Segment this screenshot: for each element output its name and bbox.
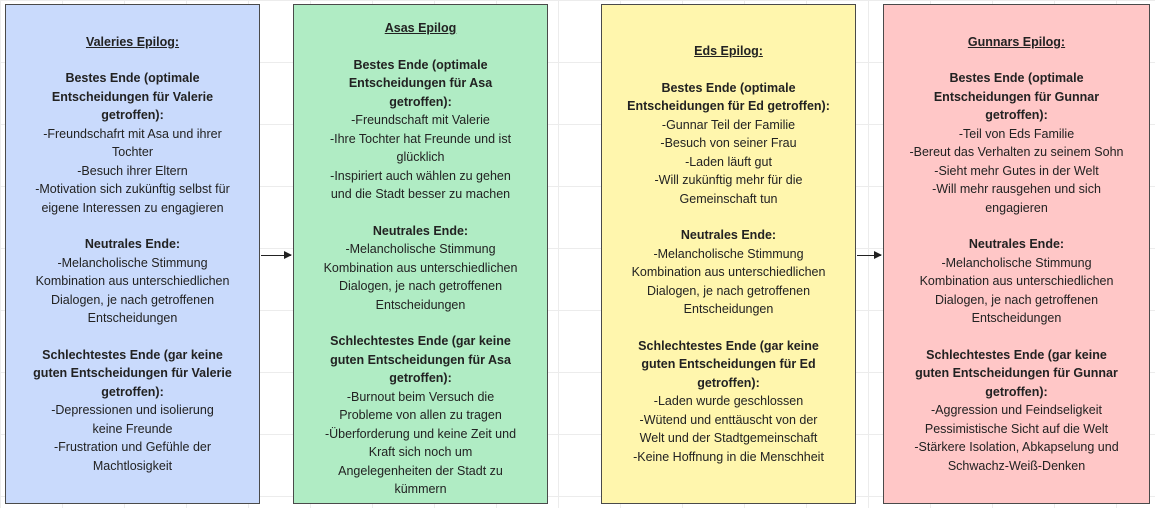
best-ending-heading: Bestes Ende (optimale bbox=[661, 80, 796, 95]
ending-detail-line: -Freundschafrt mit Asa und ihrer bbox=[43, 126, 222, 141]
ending-detail-line: glücklich bbox=[396, 150, 445, 164]
ending-detail-line: -Bereut das Verhalten zu seinem Sohn bbox=[909, 145, 1124, 160]
ending-detail-line: Tochter bbox=[112, 145, 153, 160]
best-ending-heading: getroffen): bbox=[985, 108, 1048, 123]
ending-detail-line: -Inspiriert auch wählen zu gehen bbox=[330, 168, 511, 183]
neutral-ending-section bbox=[36, 235, 230, 328]
ending-detail-line: und die Stadt besser zu machen bbox=[330, 187, 511, 201]
ending-detail-line: Kombination aus unterschiedlichen bbox=[919, 274, 1114, 289]
card-title: Asas Epilog bbox=[384, 21, 457, 35]
best-ending-section bbox=[35, 69, 230, 217]
worst-ending-heading: getroffen): bbox=[101, 384, 164, 399]
best-ending-heading: Entscheidungen für Ed getroffen): bbox=[627, 99, 830, 113]
ending-detail-line: -Sieht mehr Gutes in der Welt bbox=[934, 163, 1099, 178]
ending-detail-line: Dialogen, je nach getroffenen bbox=[338, 279, 503, 293]
ending-detail-line: -Melancholische Stimmung bbox=[941, 255, 1092, 270]
worst-ending-heading: guten Entscheidungen für Ed bbox=[641, 357, 816, 371]
ending-detail-line: Machtlosigkeit bbox=[92, 458, 173, 473]
ending-detail-line: eigene Interessen zu engagieren bbox=[41, 200, 224, 215]
worst-ending-heading: Schlechtestes Ende (gar keine bbox=[330, 334, 511, 348]
ending-detail-line: -Teil von Eds Familie bbox=[958, 126, 1075, 141]
ed-epilog-card[interactable] bbox=[601, 4, 856, 504]
ending-detail-line: -Gunnar Teil der Familie bbox=[661, 117, 796, 132]
ending-detail-line: Entscheidungen bbox=[375, 297, 466, 312]
ending-detail-line: -Will zukünftig mehr für die bbox=[654, 173, 803, 187]
best-ending-heading: Entscheidungen für Gunnar bbox=[933, 89, 1100, 104]
ending-detail-line: Angelegenheiten der Stadt zu bbox=[338, 463, 503, 478]
neutral-ending-heading: Neutrales Ende: bbox=[680, 228, 777, 242]
worst-ending-heading: Schlechtestes Ende (gar keine bbox=[42, 347, 223, 362]
ending-detail-line: -Laden wurde geschlossen bbox=[653, 394, 804, 408]
ending-detail-line: Kombination aus unterschiedlichen bbox=[631, 265, 826, 279]
worst-ending-heading: guten Entscheidungen für Valerie bbox=[33, 366, 232, 381]
ending-detail-line: -Will mehr rausgehen und sich bbox=[932, 182, 1101, 197]
worst-ending-heading: guten Entscheidungen für Gunnar bbox=[915, 366, 1118, 381]
worst-ending-heading: getroffen): bbox=[697, 375, 760, 390]
best-ending-section bbox=[330, 56, 511, 204]
neutral-ending-section bbox=[920, 235, 1114, 328]
ending-detail-line: -Keine Hoffnung in die Menschheit bbox=[633, 449, 824, 464]
ending-detail-line: -Melancholische Stimmung bbox=[653, 246, 804, 261]
ending-detail-line: Dialogen, je nach getroffenen bbox=[934, 292, 1099, 307]
ending-detail-line: -Motivation sich zukünftig selbst für bbox=[35, 182, 230, 197]
ending-detail-line: -Laden läuft gut bbox=[685, 154, 772, 169]
card-title: Valeries Epilog: bbox=[85, 34, 180, 49]
best-ending-section bbox=[909, 69, 1123, 217]
best-ending-heading: Bestes Ende (optimale bbox=[353, 57, 488, 72]
ending-detail-line: Kombination aus unterschiedlichen bbox=[323, 260, 518, 275]
ending-detail-line: Entscheidungen bbox=[971, 311, 1062, 326]
card-title: Gunnars Epilog: bbox=[967, 34, 1066, 49]
gunnar-epilog-card[interactable] bbox=[883, 4, 1150, 504]
arrow-ed-to-gunnar bbox=[857, 255, 881, 256]
ending-detail-line: -Ihre Tochter hat Freunde und ist bbox=[329, 131, 512, 146]
ending-detail-line: -Besuch ihrer Eltern bbox=[77, 163, 188, 178]
ending-detail-line: -Wütend und enttäuscht von der bbox=[639, 412, 818, 427]
neutral-ending-section bbox=[324, 222, 518, 315]
ending-detail-line: engagieren bbox=[985, 200, 1048, 215]
ending-detail-line: Entscheidungen bbox=[87, 311, 178, 326]
ending-detail-line: kümmern bbox=[394, 482, 447, 496]
neutral-ending-section bbox=[632, 226, 826, 319]
ending-detail-line: Schwachz-Weiß-Denken bbox=[947, 458, 1086, 473]
ending-detail-line: -Überforderung und keine Zeit und bbox=[324, 426, 517, 441]
ending-detail-line: -Freundschaft mit Valerie bbox=[351, 113, 490, 127]
worst-ending-heading: getroffen): bbox=[389, 371, 452, 385]
worst-ending-heading: Schlechtestes Ende (gar keine bbox=[926, 347, 1107, 362]
ending-detail-line: -Stärkere Isolation, Abkapselung und bbox=[914, 440, 1119, 455]
ending-detail-line: Gemeinschaft tun bbox=[679, 191, 778, 206]
ending-detail-line: Pessimistische Sicht auf die Welt bbox=[924, 421, 1109, 436]
ending-detail-line: -Depressionen und isolierung bbox=[51, 403, 214, 418]
ending-detail-line: -Frustration und Gefühle der bbox=[53, 440, 212, 455]
ending-detail-line: Welt und der Stadtgemeinschaft bbox=[639, 431, 818, 445]
worst-ending-heading: Schlechtestes Ende (gar keine bbox=[638, 338, 819, 353]
ending-detail-line: Kombination aus unterschiedlichen bbox=[35, 274, 230, 289]
neutral-ending-heading: Neutrales Ende: bbox=[968, 237, 1065, 252]
worst-ending-heading: getroffen): bbox=[985, 384, 1048, 399]
ending-detail-line: -Melancholische Stimmung bbox=[57, 255, 208, 270]
best-ending-heading: Entscheidungen für Valerie bbox=[51, 89, 214, 104]
worst-ending-heading: guten Entscheidungen für Asa bbox=[330, 352, 511, 367]
ending-detail-line: -Aggression und Feindseligkeit bbox=[931, 403, 1102, 418]
valerie-epilog-card[interactable] bbox=[5, 4, 260, 504]
best-ending-heading: Entscheidungen für Asa bbox=[348, 76, 493, 90]
ending-detail-line: Dialogen, je nach getroffenen bbox=[646, 283, 811, 298]
asa-epilog-card[interactable] bbox=[293, 4, 548, 504]
ending-detail-line: -Melancholische Stimmung bbox=[345, 242, 496, 256]
best-ending-heading: getroffen): bbox=[101, 108, 164, 123]
ending-detail-line: Dialogen, je nach getroffenen bbox=[50, 292, 215, 307]
ending-detail-line: Kraft sich noch um bbox=[368, 445, 473, 459]
ending-detail-line: -Burnout beim Versuch die bbox=[346, 389, 495, 404]
neutral-ending-heading: Neutrales Ende: bbox=[84, 237, 181, 252]
card-title: Eds Epilog: bbox=[694, 44, 763, 58]
arrow-valerie-to-asa bbox=[261, 255, 291, 256]
best-ending-section bbox=[627, 79, 830, 209]
ending-detail-line: -Besuch von seiner Frau bbox=[660, 136, 797, 150]
worst-ending-section bbox=[914, 346, 1118, 476]
best-ending-heading: Bestes Ende (optimale bbox=[949, 71, 1084, 86]
ending-detail-line: keine Freunde bbox=[92, 421, 173, 436]
best-ending-heading: getroffen): bbox=[389, 94, 452, 109]
neutral-ending-heading: Neutrales Ende: bbox=[372, 223, 469, 238]
ending-detail-line: Probleme von allen zu tragen bbox=[339, 408, 502, 422]
best-ending-heading: Bestes Ende (optimale bbox=[65, 71, 200, 86]
ending-detail-line: Entscheidungen bbox=[683, 302, 774, 316]
worst-ending-section bbox=[633, 337, 824, 467]
worst-ending-section bbox=[33, 346, 232, 476]
worst-ending-section bbox=[325, 332, 516, 499]
